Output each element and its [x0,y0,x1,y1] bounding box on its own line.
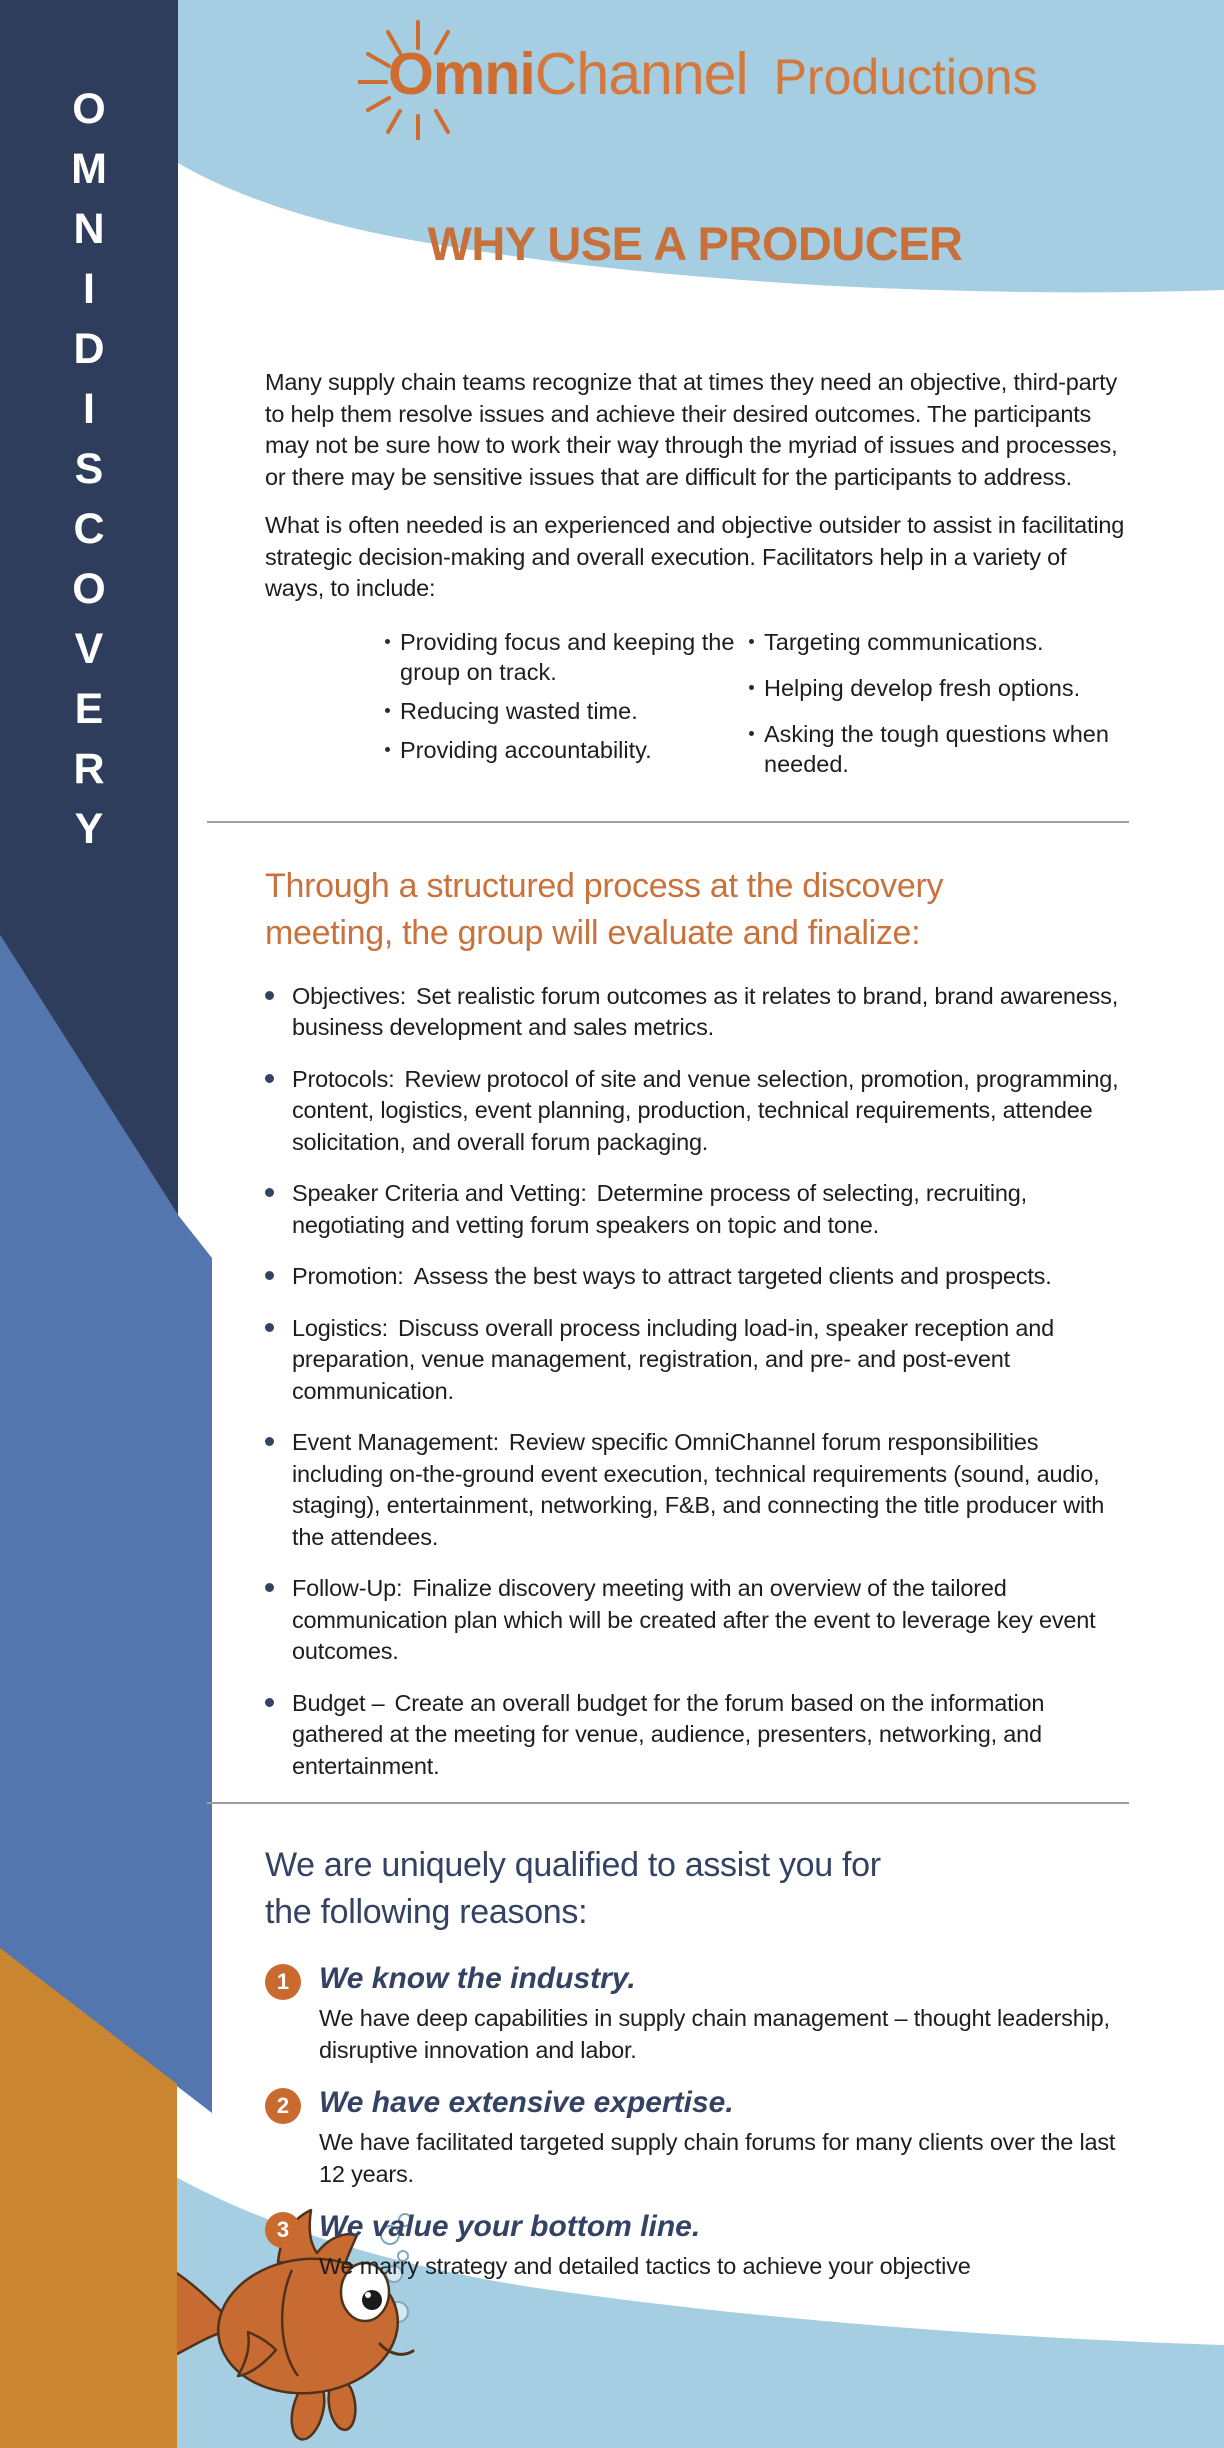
list-item: Event Management: Review specific OmniChannel forum responsibilities including on-the-ground event execution, technical requirements (sound, audio, staging), entertainment, networking, F&B, and connecting the title producer with the attendees. [265,1427,1125,1553]
number-badge: 3 [265,2212,301,2248]
sidebar-letter: I [83,265,95,313]
facilitator-bullets-left [383,627,747,795]
sidebar-letter: S [74,445,104,493]
list-item: Protocols: Review protocol of site and venue selection, promotion, programming, content, logistics, event planning, production, technical requirements, attendee solicitation, and overall forum packaging. [265,1064,1125,1159]
qualified-heading: We are uniquely qualified to assist you for the following reasons: [265,1846,881,1931]
list-item: Reducing wasted time. [383,696,747,726]
reason-item [265,2084,1125,2190]
blue-diagonal-shape [0,935,212,2113]
logo-omni-text: Omni [388,41,535,107]
list-item: Promotion: Assess the best ways to attract targeted clients and prospects. [265,1261,1125,1293]
sidebar-letter: N [73,205,105,253]
list-item: Speaker Criteria and Vetting: Determine process of selecting, recruiting, negotiating and vetting forum speakers on topic and tone. [265,1178,1125,1241]
discovery-heading: Through a structured process at the discovery meeting, the group will evaluate and finalize: [265,866,944,952]
list-item: Providing accountability. [383,735,747,765]
sidebar-letter: M [71,145,107,193]
reasons-list [265,1960,1125,2283]
reason-item [265,1960,1125,2066]
company-logo [330,18,1090,128]
sidebar-letter: D [73,325,105,373]
reason-title: We value your bottom line. [319,2210,701,2243]
number-badge: 1 [265,1964,301,2000]
bullet-dot-icon [749,639,754,644]
bullet-dot-icon [265,1323,274,1332]
sidebar-letter: Y [74,805,104,853]
sidebar-letter: E [74,685,104,733]
list-item: Targeting communications. [747,627,1125,657]
sidebar-letter: I [83,385,95,433]
sidebar-letter: O [72,565,106,613]
reason-title: We have extensive expertise. [319,2086,734,2119]
list-item: Providing focus and keeping the group on track. [383,627,747,687]
bullet-dot-icon [265,991,274,1000]
list-item: Logistics: Discuss overall process including load-in, speaker reception and preparation, venue management, registration, and pre- and post-event communication. [265,1313,1125,1408]
sidebar-letter: R [73,745,105,793]
sidebar-letter: V [74,625,104,673]
list-item: Budget – Create an overall budget for the forum based on the information gathered at the meeting for venue, audience, presenters, networking, and entertainment. [265,1688,1125,1783]
section-divider [207,1802,1129,1804]
intro-paragraph-2: What is often needed is an experienced and objective outsider to assist in facilitating strategic decision-making and overall execution. Facilitators help in a variety of ways, to include: [265,512,1125,601]
discovery-list [265,981,1125,1783]
bullet-dot-icon [265,1074,274,1083]
number-badge: 2 [265,2088,301,2124]
reason-text: We marry strategy and detailed tactics to achieve your objective [319,2253,971,2279]
intro-paragraph-1: Many supply chain teams recognize that at times they need an objective, third-party to help them resolve issues and achieve their desired outcomes. The participants may not be sure how to work their way through the myriad of issues and processes, or there may be sensitive issues that are difficult for the participants to address. [265,369,1118,490]
reason-item [265,2208,1125,2283]
reason-title: We know the industry. [319,1962,636,1995]
bullet-dot-icon [265,1583,274,1592]
reason-text: We have facilitated targeted supply chain forums for many clients over the last 12 years. [319,2129,1116,2187]
main-content [265,216,1125,2301]
logo-productions-text: Productions [773,49,1038,105]
bullet-dot-icon [385,708,390,713]
bullet-dot-icon [385,747,390,752]
reason-text: We have deep capabilities in supply chain management – thought leadership, disruptive innovation and labor. [319,2005,1110,2063]
bullet-dot-icon [749,731,754,736]
list-item: Objectives: Set realistic forum outcomes as it relates to brand, brand awareness, business development and sales metrics. [265,981,1125,1044]
logo-channel-text: Channel [534,41,748,107]
list-item: Helping develop fresh options. [747,673,1125,703]
list-item: Asking the tough questions when needed. [747,719,1125,779]
bullet-dot-icon [265,1437,274,1446]
bullet-dot-icon [265,1698,274,1707]
facilitator-bullet-columns [383,627,1125,795]
bullet-dot-icon [265,1271,274,1280]
bullet-dot-icon [265,1188,274,1197]
bullet-dot-icon [749,685,754,690]
facilitator-bullets-right [747,627,1125,795]
sidebar-letter: C [73,505,105,553]
page-title: WHY USE A PRODUCER [427,217,963,270]
bullet-dot-icon [385,639,390,644]
list-item: Follow-Up: Finalize discovery meeting with an overview of the tailored communication plan which will be created after the event to leverage key event outcomes. [265,1573,1125,1668]
section-divider [207,821,1129,823]
sidebar-letter: O [72,85,106,133]
